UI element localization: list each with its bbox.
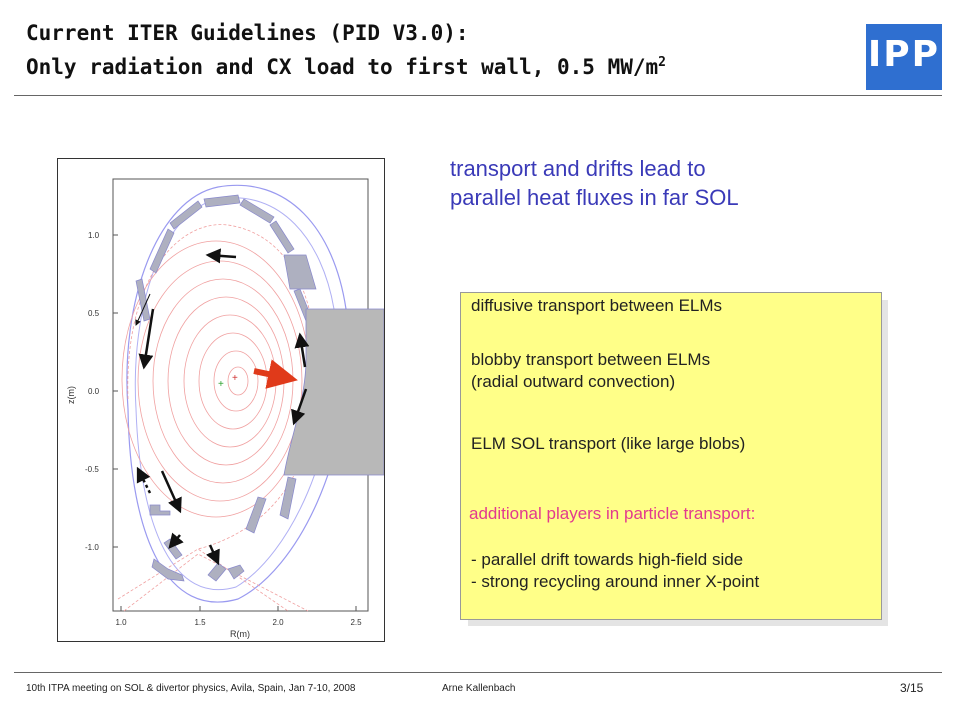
footer-author: Arne Kallenbach bbox=[442, 683, 516, 694]
ytick-label: -0.5 bbox=[85, 465, 99, 474]
ytick-label: -1.0 bbox=[85, 543, 99, 552]
ytick-label: 1.0 bbox=[88, 231, 100, 240]
geometric-center-marker: + bbox=[232, 373, 238, 384]
y-tick-marks bbox=[113, 235, 118, 547]
transport-mechanisms-box bbox=[460, 292, 882, 620]
title-line-1: Current ITER Guidelines (PID V3.0): bbox=[26, 21, 469, 45]
title-line-2-text: Only radiation and CX load to first wall, 0.5 MW/m bbox=[26, 55, 659, 79]
slide-title bbox=[26, 18, 846, 82]
x-tick-marks bbox=[121, 606, 356, 611]
item-blobby-detail: (radial outward convection) bbox=[471, 372, 676, 391]
item-diffusive: diffusive transport between ELMs bbox=[471, 296, 723, 315]
arrow-divertor-right bbox=[210, 545, 218, 563]
subheading-additional-players: additional players in particle transport: bbox=[469, 504, 756, 523]
headline-line-2: parallel heat fluxes in far SOL bbox=[450, 185, 739, 210]
headline-text bbox=[450, 154, 739, 212]
footer-divider bbox=[14, 672, 942, 673]
xtick-label: 2.5 bbox=[350, 618, 362, 627]
first-wall-tiles bbox=[136, 195, 316, 321]
item-blobby: blobby transport between ELMs bbox=[471, 350, 711, 369]
headline-line-1: transport and drifts lead to bbox=[450, 156, 706, 181]
title-divider bbox=[14, 95, 942, 96]
page-number: 3/15 bbox=[900, 681, 924, 695]
title-superscript: 2 bbox=[658, 55, 666, 70]
y-axis-label: z(m) bbox=[66, 386, 76, 404]
magnetic-axis-marker: + bbox=[218, 379, 224, 390]
x-axis-label: R(m) bbox=[230, 629, 250, 639]
arrow-top-left bbox=[208, 255, 236, 257]
title-line-2 bbox=[26, 48, 846, 82]
cross-section-figure bbox=[58, 159, 384, 641]
port-block bbox=[284, 309, 384, 475]
ipp-logo-text: IPP bbox=[867, 34, 941, 75]
y-tick-labels bbox=[85, 231, 100, 552]
arrow-red-outward bbox=[254, 371, 292, 379]
bullet-recycling: - strong recycling around inner X-point bbox=[471, 572, 760, 591]
xtick-label: 2.0 bbox=[272, 618, 284, 627]
xtick-label: 1.5 bbox=[194, 618, 206, 627]
xtick-label: 1.0 bbox=[115, 618, 127, 627]
ipp-logo bbox=[866, 24, 942, 90]
footer-meeting: 10th ITPA meeting on SOL & divertor physics, Avila, Spain, Jan 7-10, 2008 bbox=[26, 683, 356, 694]
bullet-parallel-drift: - parallel drift towards high-field side bbox=[471, 550, 744, 569]
ytick-label: 0.0 bbox=[88, 387, 100, 396]
separatrix-dashed bbox=[118, 225, 316, 611]
tokamak-cross-section-plot bbox=[57, 158, 385, 642]
ytick-label: 0.5 bbox=[88, 309, 100, 318]
item-elm: ELM SOL transport (like large blobs) bbox=[471, 434, 746, 453]
x-tick-labels bbox=[115, 618, 362, 627]
